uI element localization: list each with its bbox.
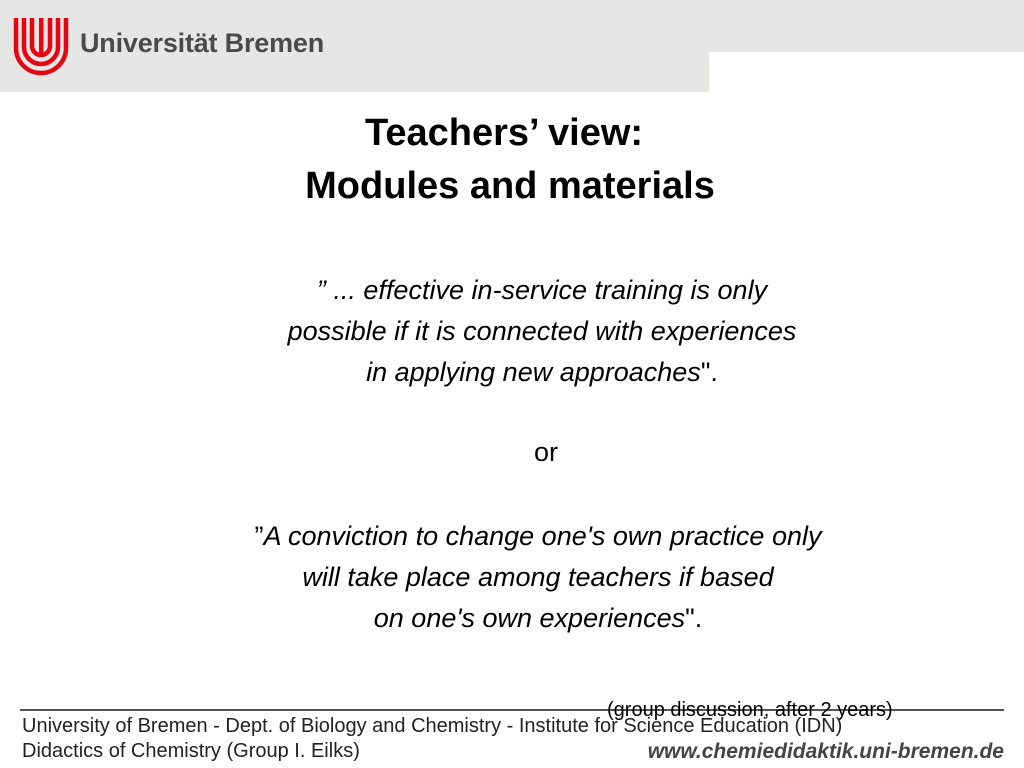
slide-title-line-1: Teachers’ view: [364, 112, 644, 154]
quote-2-line-1: ”A conviction to change one's own practice only [254, 521, 822, 551]
quote-2-line-2: will take place among teachers if based [302, 562, 774, 592]
quote-1-line-3: in applying new approaches". [366, 357, 718, 387]
header-cutout [709, 52, 1024, 92]
quote-1-line-1: ” ... effective in-service training is only [316, 275, 768, 305]
quote-2 [0, 516, 1024, 639]
quote-2-line-3: on one's own experiences". [373, 603, 703, 633]
university-name: Universität Bremen [80, 28, 324, 58]
uni-bremen-logo-icon [10, 14, 72, 76]
footer-group: Didactics of Chemistry (Group I. Eilks) [22, 740, 360, 762]
footer-url[interactable]: www.chemiedidaktik.uni-bremen.de [647, 740, 1004, 763]
quote-1-line-2: possible if it is connected with experiences [287, 316, 797, 346]
separator-or: or [533, 437, 558, 467]
quote-1 [0, 270, 1024, 393]
slide-title-line-2: Modules and materials [305, 165, 715, 207]
footer-institution: University of Bremen - Dept. of Biology and Chemistry - Institute for Science Education (IDN) [22, 715, 843, 737]
quote-source: (group discussion, after 2 years) [607, 699, 893, 721]
